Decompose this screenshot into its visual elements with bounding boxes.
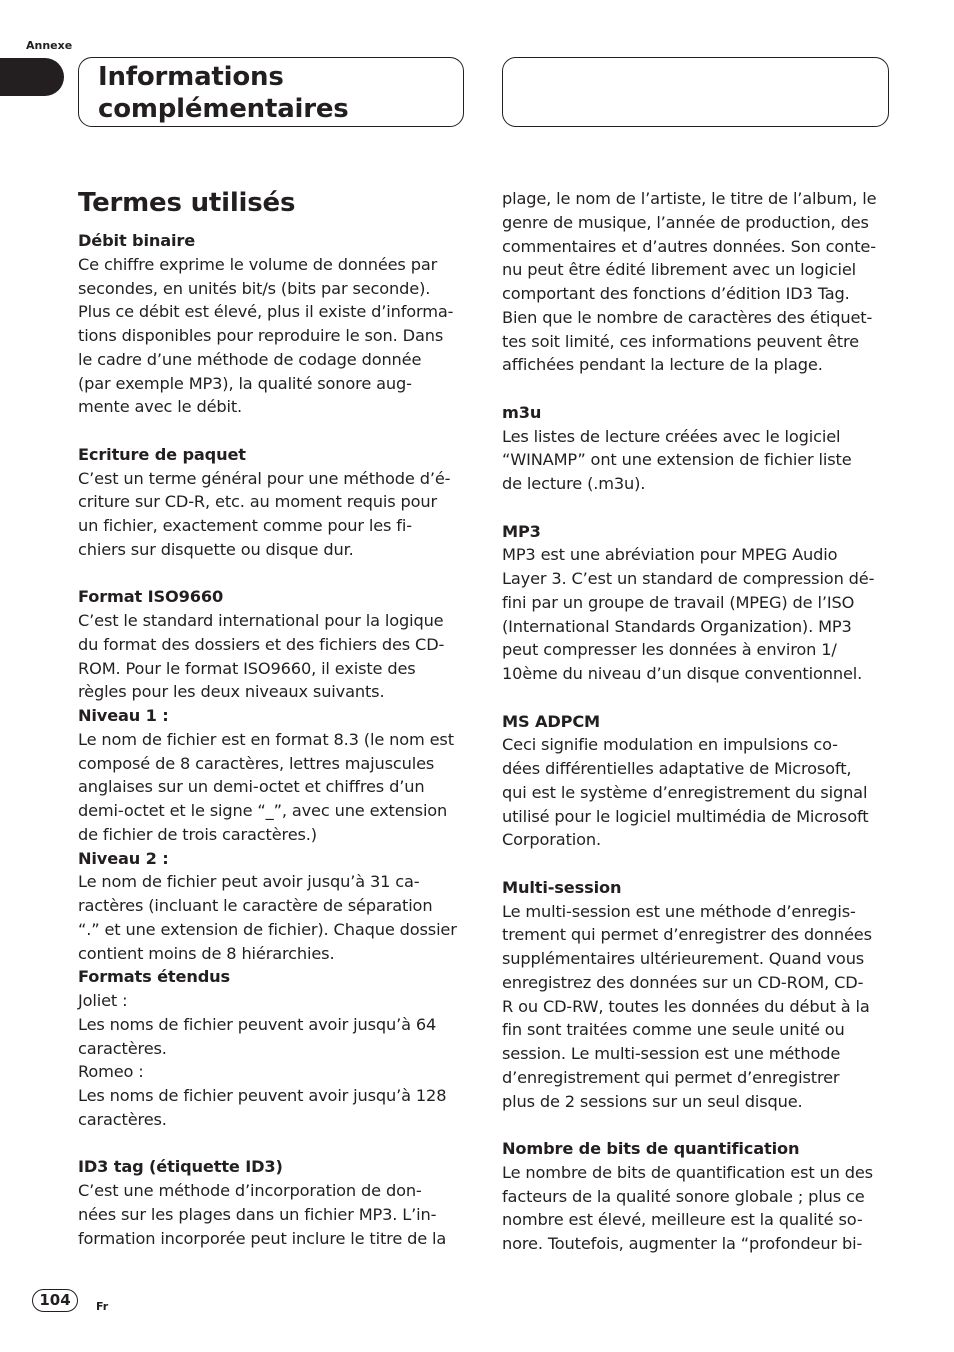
text-line: enregistrez des données sur un CD-ROM, CD- xyxy=(502,972,864,992)
text-line: fin sont traitées comme une seule unité ou xyxy=(502,1020,845,1040)
text-line: Plus ce débit est élevé, plus il existe d’informa- xyxy=(78,302,454,322)
text-line: session. Le multi-session est une méthode xyxy=(502,1044,841,1063)
text-line: Le nombre de bits de quantification est un des xyxy=(502,1162,873,1182)
text-line: ROM. Pour le format ISO9660, il existe des xyxy=(78,658,416,678)
term-heading: MP3 xyxy=(502,521,541,541)
text-line: Joliet : xyxy=(78,991,128,1010)
paragraph-gap xyxy=(78,419,468,443)
text-line: comportant des fonctions d’édition ID3 Tag. xyxy=(502,284,850,303)
text-line: R ou CD-RW, toutes les données du début à la xyxy=(502,996,870,1016)
paragraph-gap xyxy=(502,377,892,401)
term-heading: Débit binaire xyxy=(78,231,196,250)
text-line: plus de 2 sessions sur un seul disque. xyxy=(502,1091,803,1111)
text-line: secondes, en unités bit/s (bits par seconde). xyxy=(78,278,431,298)
paragraph-gap xyxy=(78,562,468,586)
text-line: genre de musique, l’année de production, des xyxy=(502,212,869,232)
text-line: fini par un groupe de travail (MPEG) de l’ISO xyxy=(502,592,855,612)
text-line: formation incorporée peut inclure le titre de la xyxy=(78,1228,447,1248)
text-line: Bien que le nombre de caractères des étiquet- xyxy=(502,307,873,327)
right-column-text xyxy=(502,187,892,1256)
text-line: anglaises sur un demi-octet et chiffres d’un xyxy=(78,777,425,797)
text-line: nombre est élevé, meilleure est la qualité so- xyxy=(502,1210,863,1230)
text-line: mente avec le débit. xyxy=(78,397,243,417)
text-line: facteurs de la qualité sonore globale ; plus ce xyxy=(502,1186,865,1206)
text-line: Ce chiffre exprime le volume de données par xyxy=(78,254,438,274)
text-line: (International Standards Organization). MP3 xyxy=(502,616,852,636)
text-line: de fichier de trois caractères.) xyxy=(78,824,317,844)
text-line: contient moins de 8 hiérarchies. xyxy=(78,943,335,963)
text-line: utilisé pour le logiciel multimédia de Microsoft xyxy=(502,806,869,826)
language-code: Fr xyxy=(96,1300,109,1313)
text-line: caractères. xyxy=(78,1038,167,1058)
text-line: Les listes de lecture créées avec le logiciel xyxy=(502,426,841,446)
text-line: “WINAMP” ont une extension de fichier liste xyxy=(502,450,852,470)
term-heading: Ecriture de paquet xyxy=(78,444,246,464)
text-line: Romeo : xyxy=(78,1062,144,1082)
text-line: demi-octet et le signe “_”, avec une extension xyxy=(78,801,448,820)
paragraph-gap xyxy=(502,496,892,520)
chapter-header-box xyxy=(78,57,464,127)
text-line: nées sur les plages dans un fichier MP3. L’in- xyxy=(78,1204,437,1224)
chapter-title-line-1: Informations xyxy=(98,62,284,92)
text-line: C’est un terme général pour une méthode d’é- xyxy=(78,468,451,488)
term-heading: ID3 tag (étiquette ID3) xyxy=(78,1157,283,1177)
text-line: caractères. xyxy=(78,1109,167,1129)
text-line: “.” et une extension de fichier). Chaque dossier xyxy=(78,919,457,939)
term-heading: Niveau 1 : xyxy=(78,706,169,725)
text-line: C’est le standard international pour la logique xyxy=(78,611,444,630)
text-line: MP3 est une abréviation pour MPEG Audio xyxy=(502,545,838,565)
text-line: règles pour les deux niveaux suivants. xyxy=(78,682,385,702)
text-line: criture sur CD-R, etc. au moment requis pour xyxy=(78,492,438,512)
text-line: d’enregistrement qui permet d’enregistrer xyxy=(502,1067,840,1087)
text-line: Le multi-session est une méthode d’enregis- xyxy=(502,901,856,921)
text-line: Ceci signifie modulation en impulsions co- xyxy=(502,735,838,755)
empty-header-box xyxy=(502,57,889,127)
text-line: nu peut être édité librement avec un logiciel xyxy=(502,260,856,280)
text-line: supplémentaires ultérieurement. Quand vous xyxy=(502,949,865,968)
term-heading: Multi-session xyxy=(502,877,622,897)
text-line: commentaires et d’autres données. Son conte- xyxy=(502,236,876,256)
section-tab-marker xyxy=(0,58,64,96)
text-line: chiers sur disquette ou disque dur. xyxy=(78,539,354,559)
chapter-title xyxy=(98,61,349,125)
text-line: ractères (incluant le caractère de séparation xyxy=(78,896,433,915)
chapter-title-line-2: complémentaires xyxy=(98,94,349,124)
term-heading: Niveau 2 : xyxy=(78,848,169,868)
term-heading: Nombre de bits de quantification xyxy=(502,1139,800,1158)
text-line: plage, le nom de l’artiste, le titre de l’album, le xyxy=(502,189,877,208)
text-line: Le nom de fichier peut avoir jusqu’à 31 ca- xyxy=(78,872,420,892)
text-line: tions disponibles pour reproduire le son. Dans xyxy=(78,326,444,345)
text-line: composé de 8 caractères, lettres majuscules xyxy=(78,753,435,773)
text-line: le cadre d’une méthode de codage donnée xyxy=(78,349,422,369)
term-heading: Format ISO9660 xyxy=(78,587,224,607)
text-line: Le nom de fichier est en format 8.3 (le nom est xyxy=(78,729,454,749)
text-line: Corporation. xyxy=(502,830,601,850)
text-line: trement qui permet d’enregistrer des données xyxy=(502,925,872,945)
text-line: (par exemple MP3), la qualité sonore aug- xyxy=(78,373,412,393)
paragraph-gap xyxy=(502,1113,892,1137)
term-heading: m3u xyxy=(502,402,542,422)
text-line: Layer 3. C’est un standard de compression dé- xyxy=(502,569,875,588)
text-line: peut compresser les données à environ 1/ xyxy=(502,640,837,660)
left-column xyxy=(78,182,468,1250)
text-line: un fichier, exactement comme pour les fi- xyxy=(78,516,412,535)
text-line: de lecture (.m3u). xyxy=(502,474,646,493)
text-line: Les noms de fichier peuvent avoir jusqu’à 64 xyxy=(78,1014,437,1034)
paragraph-gap xyxy=(502,686,892,710)
term-heading: MS ADPCM xyxy=(502,711,601,731)
text-line: affichées pendant la lecture de la plage. xyxy=(502,355,823,375)
text-line: C’est une méthode d’incorporation de don- xyxy=(78,1181,422,1200)
paragraph-gap xyxy=(502,852,892,876)
page-title: Termes utilisés xyxy=(78,188,296,218)
text-line: dées différentielles adaptative de Microsoft, xyxy=(502,759,852,778)
text-line: qui est le système d’enregistrement du signal xyxy=(502,782,868,802)
page-number: 104 xyxy=(32,1289,78,1312)
section-label: Annexe xyxy=(26,39,73,52)
term-heading: Formats étendus xyxy=(78,967,231,987)
right-column xyxy=(502,187,892,1256)
text-line: 10ème du niveau d’un disque conventionnel. xyxy=(502,664,863,683)
paragraph-gap xyxy=(78,1132,468,1156)
text-line: tes soit limité, ces informations peuvent être xyxy=(502,331,859,351)
left-column-text xyxy=(78,229,468,1250)
text-line: du format des dossiers et des fichiers des CD- xyxy=(78,634,445,654)
text-line: nore. Toutefois, augmenter la “profondeur bi- xyxy=(502,1234,863,1253)
text-line: Les noms de fichier peuvent avoir jusqu’à 128 xyxy=(78,1086,447,1105)
